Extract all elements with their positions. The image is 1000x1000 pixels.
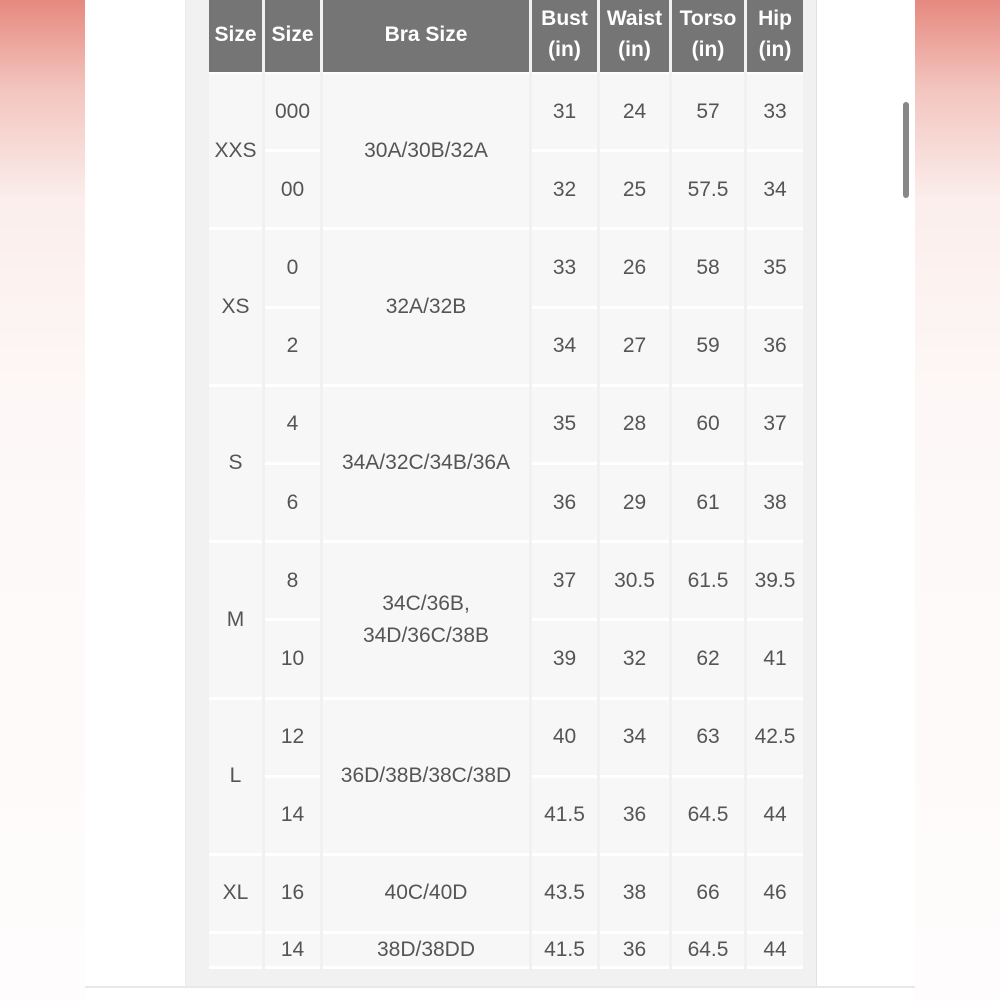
bust-cell: [532, 309, 597, 387]
waist-cell: [600, 700, 669, 778]
torso-cell: [672, 152, 744, 230]
hip-cell-text: 42.5: [754, 725, 796, 749]
waist-cell-text: 32: [622, 646, 647, 670]
hip-cell: [747, 856, 803, 934]
waist-cell: [600, 465, 669, 543]
hip-cell: [747, 309, 803, 387]
torso-cell: [672, 621, 744, 699]
waist-cell: [600, 778, 669, 856]
header-bust: [532, 0, 597, 74]
waist-cell-text: 27: [622, 334, 647, 358]
bust-cell: [532, 778, 597, 856]
hip-cell: [747, 543, 803, 621]
header-bra-size: [323, 0, 529, 74]
bra-size-cell: [323, 543, 529, 699]
bra-size-cell: [323, 74, 529, 230]
bust-cell: [532, 543, 597, 621]
torso-cell: [672, 230, 744, 308]
torso-cell-text: 62: [696, 646, 720, 670]
bra-size-cell-text: 40C/40D: [384, 881, 468, 905]
bust-cell-text: 39: [552, 646, 577, 670]
waist-cell: [600, 543, 669, 621]
bottom-divider: [85, 986, 915, 988]
size-alpha-cell-text: XXS: [214, 138, 257, 162]
size-number-cell-text: 16: [280, 881, 305, 905]
size-alpha-cell-text: XS: [221, 295, 250, 319]
size-number-cell-text: 2: [286, 334, 299, 358]
size-alpha-cell: [209, 543, 262, 699]
hip-cell-text: 46: [763, 881, 787, 905]
hip-cell-text: 36: [763, 334, 787, 358]
size-number-cell: [265, 309, 320, 387]
hip-cell: [747, 778, 803, 856]
hip-cell-text: 37: [763, 412, 787, 436]
bra-size-cell-text: 34D/36C/38B: [362, 623, 490, 647]
bust-cell-text: 43.5: [544, 881, 585, 905]
header-hip: [747, 0, 803, 74]
bust-cell: [532, 621, 597, 699]
torso-cell-text: 64.5: [687, 938, 729, 962]
header-size-alpha: [209, 0, 262, 74]
size-alpha-cell-text: XL: [222, 881, 249, 905]
right-backdrop: [915, 0, 1000, 1000]
bust-cell-text: 36: [552, 490, 577, 514]
bust-cell: [532, 465, 597, 543]
size-number-cell: [265, 230, 320, 308]
torso-cell: [672, 74, 744, 152]
bra-size-cell-text: 38D/38DD: [376, 938, 476, 962]
size-alpha-cell: [209, 934, 262, 969]
torso-cell: [672, 778, 744, 856]
size-number-cell: [265, 621, 320, 699]
hip-cell-text: 39.5: [754, 568, 796, 592]
size-alpha-cell-text: M: [226, 607, 245, 631]
bra-size-cell-text: 36D/38B/38C/38D: [340, 764, 512, 788]
header-hip-unit: (in): [758, 38, 792, 61]
bra-size-cell-text: 34C/36B,: [382, 591, 470, 615]
size-number-cell: [265, 74, 320, 152]
size-alpha-cell-text: S: [228, 451, 243, 475]
torso-cell-text: 61: [696, 490, 720, 514]
header-torso: [672, 0, 744, 74]
bra-size-cell: [323, 230, 529, 386]
hip-cell: [747, 621, 803, 699]
size-alpha-cell: [209, 856, 262, 934]
header-torso-unit: (in): [691, 38, 725, 61]
size-number-cell: [265, 465, 320, 543]
header-waist: [600, 0, 669, 74]
bust-cell-text: 33: [552, 255, 577, 279]
header-size-number: [265, 0, 320, 74]
bust-cell-text: 34: [552, 334, 577, 358]
waist-cell: [600, 621, 669, 699]
bra-size-cell-text: 30A/30B/32A: [364, 138, 488, 162]
hip-cell: [747, 934, 803, 969]
torso-cell: [672, 856, 744, 934]
bust-cell: [532, 230, 597, 308]
size-number-cell: [265, 778, 320, 856]
waist-cell-text: 24: [622, 99, 647, 123]
bust-cell-text: 37: [552, 568, 577, 592]
torso-cell: [672, 934, 744, 969]
waist-cell: [600, 309, 669, 387]
hip-cell-text: 41: [763, 646, 787, 670]
hip-cell-text: 38: [763, 490, 787, 514]
torso-cell: [672, 700, 744, 778]
waist-cell: [600, 230, 669, 308]
torso-cell: [672, 309, 744, 387]
hip-cell: [747, 387, 803, 465]
waist-cell-text: 36: [622, 803, 647, 827]
bra-size-cell: [323, 934, 529, 969]
hip-cell: [747, 152, 803, 230]
size-number-cell: [265, 856, 320, 934]
size-alpha-cell-text: L: [229, 764, 242, 788]
bra-size-cell-text: 34A/32C/34B/36A: [341, 451, 511, 475]
header-waist-label: Waist: [606, 7, 663, 30]
hip-cell-text: 44: [763, 803, 787, 827]
size-number-cell: [265, 934, 320, 969]
hip-cell: [747, 465, 803, 543]
bra-size-cell: [323, 856, 529, 934]
header-bust-label: Bust: [541, 7, 588, 30]
bust-cell-text: 41.5: [544, 938, 585, 962]
size-alpha-cell: [209, 74, 262, 230]
hip-cell-text: 33: [763, 99, 787, 123]
size-number-cell-text: 0: [286, 255, 299, 279]
torso-cell-text: 63: [696, 725, 720, 749]
waist-cell: [600, 152, 669, 230]
hip-cell-text: 34: [763, 177, 787, 201]
size-number-cell: [265, 700, 320, 778]
hip-cell: [747, 230, 803, 308]
torso-cell-text: 57.5: [687, 177, 729, 201]
torso-cell-text: 59: [696, 334, 720, 358]
size-number-cell: [265, 543, 320, 621]
torso-cell: [672, 465, 744, 543]
bust-cell: [532, 934, 597, 969]
size-number-cell-text: 10: [280, 646, 305, 670]
waist-cell-text: 30.5: [614, 568, 655, 592]
scrollbar-thumb[interactable]: [903, 102, 909, 198]
hip-cell-text: 35: [763, 255, 787, 279]
bra-size-cell: [323, 387, 529, 543]
header-torso-label: Torso: [679, 7, 737, 30]
header-hip-label: Hip: [758, 7, 792, 30]
bust-cell: [532, 700, 597, 778]
size-number-cell-text: 14: [280, 803, 305, 827]
torso-cell-text: 60: [696, 412, 720, 436]
torso-cell-text: 57: [696, 99, 720, 123]
header-bust-unit: (in): [548, 38, 581, 61]
waist-cell: [600, 387, 669, 465]
size-number-cell-text: 4: [286, 412, 299, 436]
header-size-alpha-label: Size: [214, 22, 257, 46]
bust-cell-text: 32: [552, 177, 577, 201]
waist-cell-text: 28: [622, 412, 647, 436]
size-number-cell-text: 8: [286, 568, 299, 592]
torso-cell-text: 64.5: [687, 803, 729, 827]
torso-cell: [672, 387, 744, 465]
hip-cell: [747, 700, 803, 778]
waist-cell-text: 38: [622, 881, 647, 905]
size-number-cell-text: 14: [280, 938, 305, 962]
bust-cell: [532, 74, 597, 152]
waist-cell: [600, 934, 669, 969]
header-size-number-label: Size: [271, 22, 314, 46]
waist-cell-text: 36: [622, 938, 647, 962]
torso-cell-text: 61.5: [687, 568, 729, 592]
waist-cell: [600, 74, 669, 152]
size-alpha-cell: [209, 387, 262, 543]
header-waist-unit: (in): [618, 38, 651, 61]
torso-cell-text: 66: [696, 881, 720, 905]
hip-cell: [747, 74, 803, 152]
bra-size-cell: [323, 700, 529, 856]
bust-cell: [532, 856, 597, 934]
waist-cell-text: 29: [622, 490, 647, 514]
bust-cell-text: 31: [552, 99, 577, 123]
torso-cell: [672, 543, 744, 621]
size-chart-table: [209, 0, 803, 969]
bust-cell-text: 41.5: [544, 803, 585, 827]
size-number-cell-text: 12: [280, 725, 305, 749]
size-number-cell-text: 6: [286, 490, 299, 514]
bust-cell: [532, 387, 597, 465]
hip-cell-text: 44: [763, 938, 787, 962]
torso-cell-text: 58: [696, 255, 720, 279]
size-number-cell-text: 00: [280, 177, 305, 201]
bra-size-cell-text: 32A/32B: [385, 295, 467, 319]
waist-cell-text: 25: [622, 177, 647, 201]
size-alpha-cell: [209, 700, 262, 856]
waist-cell: [600, 856, 669, 934]
bust-cell: [532, 152, 597, 230]
waist-cell-text: 34: [622, 725, 647, 749]
size-number-cell: [265, 387, 320, 465]
left-backdrop: [0, 0, 85, 1000]
size-number-cell-text: 000: [274, 99, 311, 123]
header-bra-size-label: Bra Size: [384, 22, 468, 46]
size-number-cell: [265, 152, 320, 230]
size-alpha-cell: [209, 230, 262, 386]
bust-cell-text: 35: [552, 412, 577, 436]
waist-cell-text: 26: [622, 255, 647, 279]
bust-cell-text: 40: [552, 725, 577, 749]
